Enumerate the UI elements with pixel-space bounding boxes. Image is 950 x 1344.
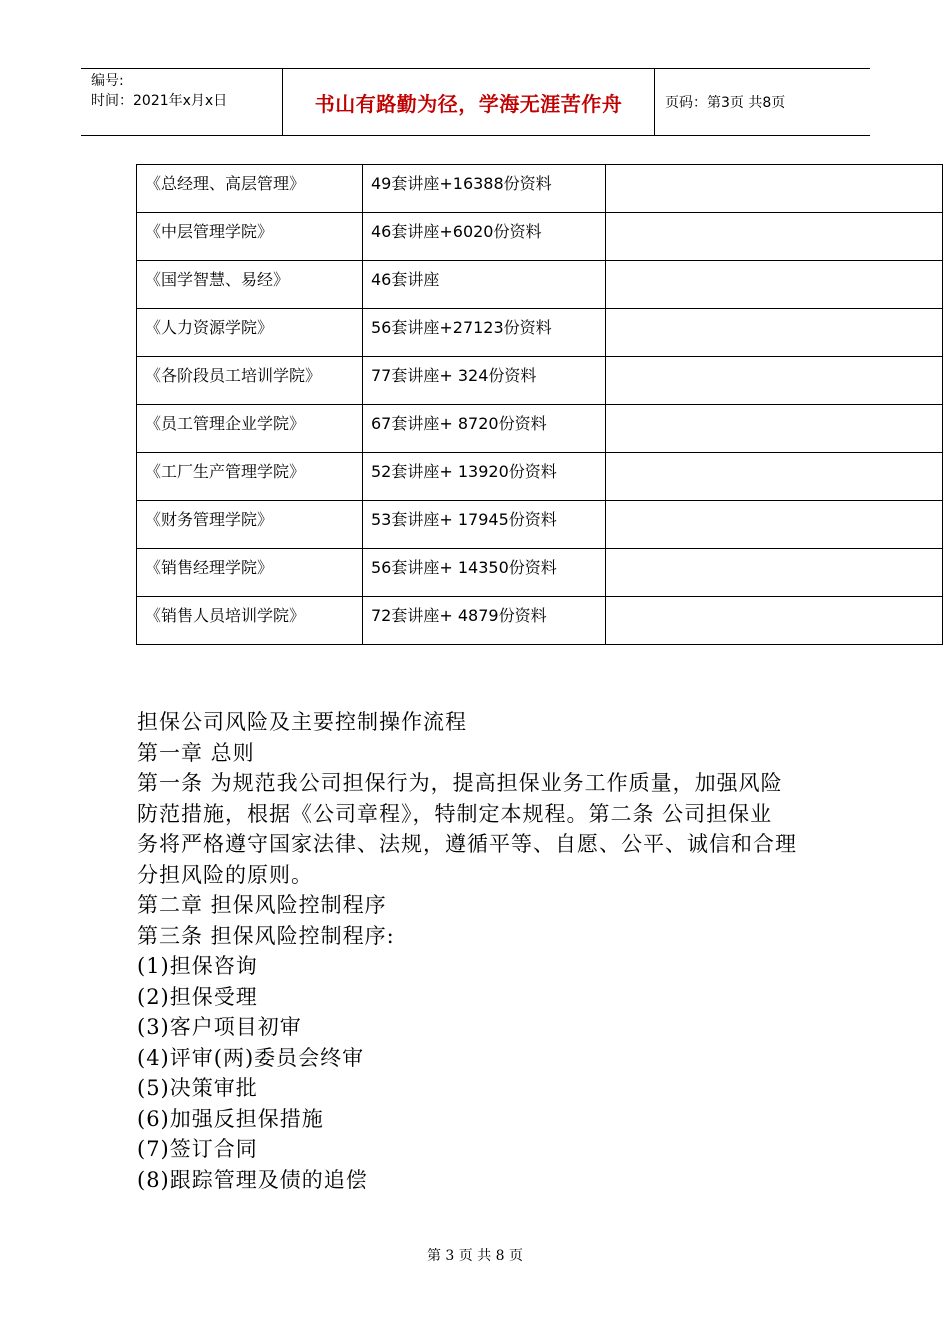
table-row [137,501,943,549]
chapter-heading: 第二章 担保风险控制程序 [137,893,387,917]
course-name: 《销售人员培训学院》 [137,597,363,645]
procedure-step: (4)评审(两)委员会终审 [137,1045,365,1070]
table-row [137,357,943,405]
table-row [137,261,943,309]
course-extra [606,405,943,453]
course-content: 52套讲座+ 13920份资料 [363,453,606,501]
course-content: 46套讲座+6020份资料 [363,213,606,261]
course-extra [606,357,943,405]
header-motto: 书山有路勤为径，学海无涯苦作舟 [283,69,655,135]
procedure-step: (8)跟踪管理及债的追偿 [137,1167,368,1192]
paragraph-line: 分担风险的原则。 [137,862,313,887]
table-row [137,213,943,261]
document-number-label: 编号: [91,73,124,89]
course-extra [606,165,943,213]
header-meta [81,69,283,135]
page-footer: 第 3 页 共 8 页 [426,1248,524,1264]
table-row [137,549,943,597]
article-heading: 第三条 担保风险控制程序: [137,923,395,948]
course-content: 56套讲座+ 14350份资料 [363,549,606,597]
course-name: 《总经理、高层管理》 [137,165,363,213]
course-content: 49套讲座+16388份资料 [363,165,606,213]
course-table [136,164,943,645]
header-page-label: 页码：第3页 共8页 [665,95,786,111]
course-extra [606,549,943,597]
procedure-step: (6)加强反担保措施 [137,1106,324,1131]
course-name: 《人力资源学院》 [137,309,363,357]
course-name: 《员工管理企业学院》 [137,405,363,453]
course-extra [606,261,943,309]
course-content: 77套讲座+ 324份资料 [363,357,606,405]
course-name: 《财务管理学院》 [137,501,363,549]
course-extra [606,597,943,645]
table-row [137,453,943,501]
procedure-step: (7)签订合同 [137,1137,258,1161]
table-row [137,165,943,213]
table-row [137,597,943,645]
course-content: 72套讲座+ 4879份资料 [363,597,606,645]
paragraph-line: 防范措施，根据《公司章程》，特制定本规程。第二条 公司担保业 [137,801,773,826]
course-name: 《国学智慧、易经》 [137,261,363,309]
procedure-step: (5)决策审批 [137,1076,258,1100]
course-name: 《工厂生产管理学院》 [137,453,363,501]
page-header [81,68,870,136]
document-body [137,707,827,1195]
table-row [137,309,943,357]
course-extra [606,453,943,501]
table-row [137,405,943,453]
course-extra [606,501,943,549]
document-date-label: 时间：2021年x月x日 [91,93,228,109]
course-extra [606,213,943,261]
course-extra [606,309,943,357]
paragraph-line: 务将严格遵守国家法律、法规，遵循平等、自愿、公平、诚信和合理 [137,832,797,856]
course-name: 《销售经理学院》 [137,549,363,597]
course-content: 56套讲座+27123份资料 [363,309,606,357]
procedure-step: (1)担保咨询 [137,954,258,978]
procedure-step: (3)客户项目初审 [137,1015,302,1039]
chapter-heading: 第一章 总则 [137,740,255,765]
course-name: 《各阶段员工培训学院》 [137,357,363,405]
course-name: 《中层管理学院》 [137,213,363,261]
course-content: 46套讲座 [363,261,606,309]
course-content: 53套讲座+ 17945份资料 [363,501,606,549]
procedure-step: (2)担保受理 [137,984,258,1009]
course-content: 67套讲座+ 8720份资料 [363,405,606,453]
paragraph-line: 第一条 为规范我公司担保行为，提高担保业务工作质量，加强风险 [137,771,783,795]
document-title: 担保公司风险及主要控制操作流程 [137,710,467,734]
